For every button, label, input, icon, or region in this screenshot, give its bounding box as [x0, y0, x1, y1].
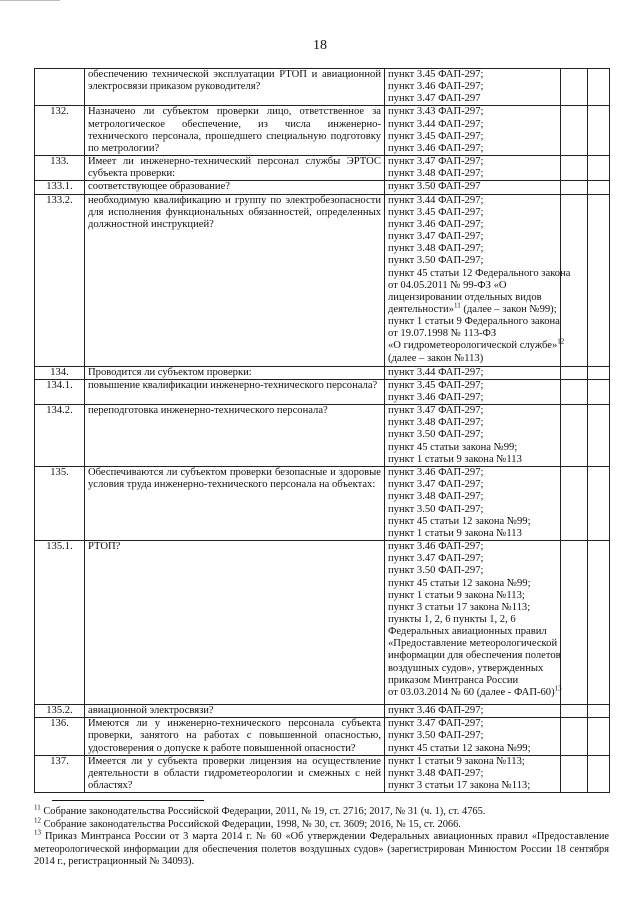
reference-line: пункт 3.48 ФАП-297;: [388, 243, 484, 255]
question-text: Имеются ли у инженерно-технического персонала субъекта проверки, занятого на работах с повышенной опасностью, удостоверения о допуске к работе повышенной опасности?: [85, 718, 385, 755]
reference-line: воздушных судов», утвержденных: [388, 662, 544, 674]
row-number: 135.2.: [35, 705, 85, 718]
legal-references: [385, 366, 561, 379]
reference-line: пункты 1, 2, 6 пункты 1, 2, 6: [388, 613, 516, 625]
table-row: [35, 156, 610, 181]
row-number: 135.: [35, 467, 85, 541]
reference-line: пункт 3 статьи 17 закона №113;: [388, 779, 531, 791]
table-row: [35, 541, 610, 705]
answer-cell[interactable]: [561, 379, 588, 404]
reference-line: пункт 45 статьи закона №99;: [388, 441, 518, 453]
row-number: 134.2.: [35, 405, 85, 467]
reference-line: пункт 3.50 ФАП-297;: [388, 255, 484, 267]
reference-line: пункт 3.46 ФАП-297;: [388, 81, 484, 93]
legal-references: [385, 705, 561, 718]
reference-line: пункт 3.48 ФАП-297;: [388, 491, 484, 503]
row-number: 137.: [35, 755, 85, 792]
question-text: повышение квалификации инженерно-технического персонала?: [85, 379, 385, 404]
reference-line: пункт 3.47 ФАП-297;: [388, 156, 484, 168]
row-number: 133.: [35, 156, 85, 181]
reference-line: от 04.05.2011 № 99-ФЗ «О: [388, 279, 507, 291]
reference-line: пункт 3.46 ФАП-297;: [388, 218, 484, 230]
note-cell[interactable]: [588, 705, 610, 718]
reference-line: пункт 1 статьи 9 закона №113;: [388, 755, 525, 767]
question-text: обеспечению технической эксплуатации РТОП и авиационной электросвязи приказом руководителя?: [85, 69, 385, 106]
footnote-11: $^{11}$ Собрание законодательства Российской Федерации, 2011, № 19, ст. 2716; 2017, № 31 (ч. 1), ст. 4765.: [34, 803, 486, 817]
table-row: [35, 69, 610, 106]
reference-line: пункт 3.47 ФАП-297;: [388, 405, 484, 417]
row-number: 133.2.: [35, 194, 85, 366]
row-number: 135.1.: [35, 541, 85, 705]
legal-references: [385, 69, 561, 106]
answer-cell[interactable]: [561, 156, 588, 181]
reference-line: пункт 3.45 ФАП-297;: [388, 206, 484, 218]
note-cell[interactable]: [588, 755, 610, 792]
answer-cell[interactable]: [561, 705, 588, 718]
question-text: Имеет ли инженерно-технический персонал службы ЭРТОС субъекта проверки:: [85, 156, 385, 181]
note-cell[interactable]: [588, 106, 610, 156]
row-number: 134.1.: [35, 379, 85, 404]
table-row: [35, 718, 610, 755]
table-row: [35, 755, 610, 792]
reference-line: лицензировании отдельных видов: [388, 291, 542, 303]
reference-line: пункт 1 статьи 9 закона №113;: [388, 589, 525, 601]
note-cell[interactable]: [588, 467, 610, 541]
table-row: [35, 705, 610, 718]
checklist-table: [34, 68, 610, 793]
reference-line: приказом Минтранса России: [388, 674, 519, 686]
page-number: 18: [313, 38, 327, 53]
legal-references: [385, 467, 561, 541]
answer-cell[interactable]: [561, 366, 588, 379]
note-cell[interactable]: [588, 194, 610, 366]
table-row: [35, 194, 610, 366]
reference-line: пункт 3.48 ФАП-297;: [388, 417, 484, 429]
note-cell[interactable]: [588, 181, 610, 194]
reference-line: пункт 3.45 ФАП-297;: [388, 69, 484, 80]
footnotes: [34, 803, 609, 869]
reference-line: пункт 3.46 ФАП-297;: [388, 541, 484, 553]
reference-line: пункт 3.47 ФАП-297: [388, 93, 481, 105]
reference-line: «Предоставление метеорологической: [388, 638, 558, 650]
row-number: 132.: [35, 106, 85, 156]
answer-cell[interactable]: [561, 69, 588, 106]
reference-line: пункт 3.46 ФАП-297;: [388, 391, 484, 403]
reference-line: пункт 3.46 ФАП-297;: [388, 705, 484, 717]
reference-line: пункт 45 статьи 12 Федерального закона: [388, 267, 571, 279]
reference-line: пункт 3.44 ФАП-297;: [388, 118, 484, 130]
reference-line: пункт 3.44 ФАП-297;: [388, 194, 484, 206]
reference-line: пункт 3.47 ФАП-297;: [388, 718, 484, 730]
note-cell[interactable]: [588, 405, 610, 467]
legal-references: [385, 106, 561, 156]
question-text: Имеется ли у субъекта проверки лицензия на осуществление деятельности в области гидрометеорологии и смежных с ней областях?: [85, 755, 385, 792]
question-text: РТОП?: [85, 541, 385, 705]
table-row: [35, 366, 610, 379]
answer-cell[interactable]: [561, 181, 588, 194]
note-cell[interactable]: [588, 69, 610, 106]
question-text: необходимую квалификацию и группу по электробезопасности для исполнения функциональных обязанностей, определенных должностной инструкцией?: [85, 194, 385, 366]
reference-line: от 03.03.2014 № 60 (далее - ФАП-60)$^{13}$: [388, 684, 562, 698]
reference-line: пункт 45 статьи 12 закона №99;: [388, 577, 531, 589]
question-text: переподготовка инженерно-технического персонала?: [85, 405, 385, 467]
reference-line: пункт 3.47 ФАП-297;: [388, 553, 484, 565]
top-edge-line: [0, 0, 60, 1]
row-number: 136.: [35, 718, 85, 755]
note-cell[interactable]: [588, 541, 610, 705]
reference-line: пункт 3.45 ФАП-297;: [388, 379, 484, 391]
reference-line: пункт 45 статьи 12 закона №99;: [388, 515, 531, 527]
legal-references: [385, 541, 561, 705]
row-number: 133.1.: [35, 181, 85, 194]
answer-cell[interactable]: [561, 106, 588, 156]
answer-cell[interactable]: [561, 405, 588, 467]
note-cell[interactable]: [588, 379, 610, 404]
reference-line: пункт 3.43 ФАП-297;: [388, 106, 484, 118]
legal-references: [385, 156, 561, 181]
reference-line: деятельности»$^{11}$ (далее – закон №99);: [388, 301, 557, 315]
reference-line: пункт 1 статьи 9 Федерального закона: [388, 316, 560, 328]
reference-line: пункт 3.50 ФАП-297;: [388, 565, 484, 577]
reference-line: пункт 3.48 ФАП-297;: [388, 168, 484, 180]
footnote-13: $^{13}$ Приказ Минтранса России от 3 марта 2014 г. № 60 «Об утверждении Федеральных авиационных правил «Предоставление метеорологической информации для обеспечения полетов воздушных судов» (зарегистрирован Минюстом России 18 сентября 2014 г., регистрационный № 34093).: [34, 828, 609, 867]
reference-line: пункт 3.46 ФАП-297;: [388, 467, 484, 479]
question-text: Проводится ли субъектом проверки:: [85, 366, 385, 379]
question-text: соответствующее образование?: [85, 181, 385, 194]
note-cell[interactable]: [588, 366, 610, 379]
table-row: [35, 379, 610, 404]
row-number: 134.: [35, 366, 85, 379]
reference-line: пункт 3.50 ФАП-297;: [388, 429, 484, 441]
note-cell[interactable]: [588, 718, 610, 755]
reference-line: пункт 3 статьи 17 закона №113;: [388, 601, 531, 613]
reference-line: Федеральных авиационных правил: [388, 626, 547, 638]
reference-line: пункт 3.44 ФАП-297;: [388, 366, 484, 378]
reference-line: пункт 3.50 ФАП-297: [388, 181, 481, 193]
answer-cell[interactable]: [561, 467, 588, 541]
question-text: Обеспечиваются ли субъектом проверки безопасные и здоровые условия труда инженерно-технического персонала на объектах:: [85, 467, 385, 541]
answer-cell[interactable]: [561, 541, 588, 705]
reference-line: пункт 3.45 ФАП-297;: [388, 130, 484, 142]
table-row: [35, 181, 610, 194]
row-number: [35, 69, 85, 106]
reference-line: пункт 45 статьи 12 закона №99;: [388, 742, 531, 754]
answer-cell[interactable]: [561, 755, 588, 792]
reference-line: пункт 1 статьи 9 закона №113: [388, 527, 522, 539]
legal-references: [385, 181, 561, 194]
reference-line: (далее – закон №113): [388, 352, 484, 364]
question-text: Назначено ли субъектом проверки лицо, ответственное за метрологическое обеспечение, из числа инженерно-технического персонала, прошедшего специальную подготовку по метрологии?: [85, 106, 385, 156]
footnote-12: $^{12}$ Собрание законодательства Российской Федерации, 1998, № 30, ст. 3609; 2016, № 15, ст. 2066.: [34, 816, 461, 830]
note-cell[interactable]: [588, 156, 610, 181]
table-row: [35, 405, 610, 467]
reference-line: информации для обеспечения полетов: [388, 650, 561, 662]
legal-references: [385, 379, 561, 404]
legal-references: [385, 194, 571, 366]
reference-line: пункт 3.46 ФАП-297;: [388, 142, 484, 154]
table-row: [35, 106, 610, 156]
reference-line: «О гидрометеорологической службе»$^{12}$: [388, 337, 565, 352]
table-row: [35, 467, 610, 541]
reference-line: пункт 3.50 ФАП-297;: [388, 503, 484, 515]
reference-line: пункт 3.47 ФАП-297;: [388, 231, 484, 243]
legal-references: [385, 718, 561, 755]
reference-line: пункт 3.48 ФАП-297;: [388, 767, 484, 779]
reference-line: пункт 3.47 ФАП-297;: [388, 479, 484, 491]
answer-cell[interactable]: [561, 194, 588, 366]
legal-references: [385, 755, 561, 792]
question-text: авиационной электросвязи?: [85, 705, 385, 718]
reference-line: пункт 3.50 ФАП-297;: [388, 730, 484, 742]
legal-references: [385, 405, 561, 467]
reference-line: пункт 1 статьи 9 закона №113: [388, 453, 522, 465]
footnote-separator: [52, 800, 204, 801]
reference-line: от 19.07.1998 № 113-ФЗ: [388, 328, 497, 340]
answer-cell[interactable]: [561, 718, 588, 755]
